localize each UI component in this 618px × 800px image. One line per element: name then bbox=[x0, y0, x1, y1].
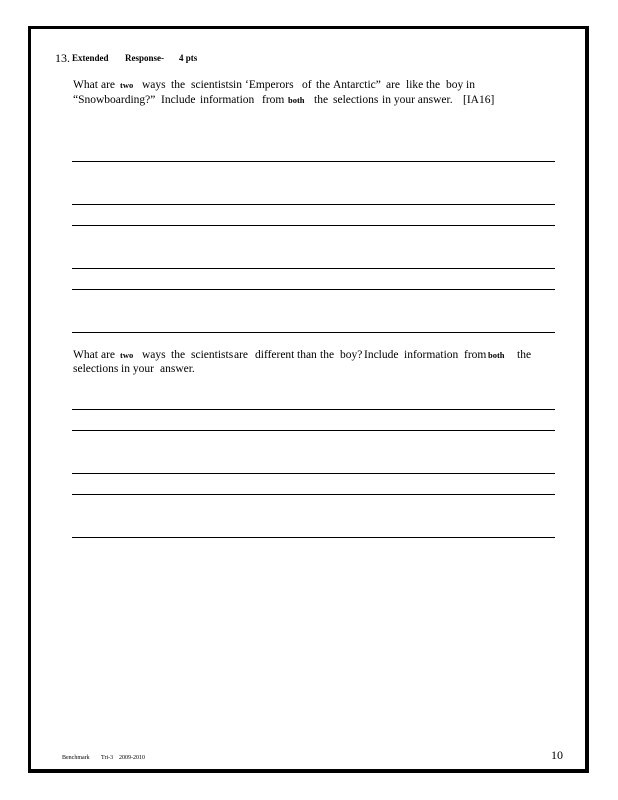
prompt-word: ways bbox=[142, 79, 166, 91]
prompt-word: Include bbox=[161, 94, 196, 106]
prompt-word: Antarctic” bbox=[333, 79, 381, 91]
prompt-word: are bbox=[386, 79, 401, 91]
prompt-word: information bbox=[404, 349, 459, 361]
footer-year: 2009-2010 bbox=[119, 755, 145, 761]
prompt-word: in your answer. bbox=[382, 94, 453, 106]
prompt-word: the bbox=[426, 79, 441, 91]
prompt-word: boy? bbox=[340, 349, 363, 361]
prompt-emphasis-two: two bbox=[120, 350, 134, 360]
prompt-word: from bbox=[262, 94, 285, 106]
prompt-word: scientists bbox=[191, 349, 234, 361]
prompt-word: the bbox=[314, 94, 329, 106]
answer-line[interactable] bbox=[72, 225, 555, 226]
answer-line[interactable] bbox=[72, 268, 555, 269]
footer-label: Benchmark bbox=[62, 755, 90, 761]
answer-line[interactable] bbox=[72, 409, 555, 410]
prompt-word: in bbox=[466, 79, 475, 91]
answer-line[interactable] bbox=[72, 332, 555, 333]
prompt-word: the bbox=[171, 79, 186, 91]
prompt-word: selections bbox=[333, 94, 379, 106]
prompt-word: from bbox=[464, 349, 487, 361]
prompt-word: scientists bbox=[191, 79, 234, 91]
prompt-word: are bbox=[234, 349, 249, 361]
prompt-emphasis-both: both bbox=[488, 350, 505, 360]
prompt-word: the bbox=[320, 349, 335, 361]
prompt-word: boy bbox=[446, 79, 464, 91]
prompt-word: What bbox=[73, 349, 98, 361]
footer-term: Tri-3 bbox=[101, 755, 114, 761]
prompt-word: than bbox=[297, 349, 317, 361]
page-number: 10 bbox=[551, 748, 563, 762]
prompt-emphasis-both: both bbox=[288, 95, 305, 105]
prompt-word: in bbox=[233, 79, 242, 91]
answer-line[interactable] bbox=[72, 494, 555, 495]
question-points: 4 pts bbox=[179, 53, 198, 63]
answer-line[interactable] bbox=[72, 204, 555, 205]
question-number: 13. bbox=[55, 51, 70, 65]
prompt-word: are bbox=[101, 79, 116, 91]
prompt-word: ways bbox=[142, 349, 166, 361]
answer-line[interactable] bbox=[72, 537, 555, 538]
prompt-word: selections bbox=[73, 363, 119, 375]
prompt-word: in your bbox=[121, 363, 154, 375]
question-type-extended: Extended bbox=[72, 53, 109, 63]
page-border bbox=[28, 26, 589, 773]
prompt-word: are bbox=[101, 349, 116, 361]
answer-line[interactable] bbox=[72, 161, 555, 162]
prompt-word: “Snowboarding?” bbox=[73, 94, 156, 106]
prompt-word: like bbox=[406, 79, 424, 91]
prompt-standard-code: [IA16] bbox=[463, 94, 495, 106]
prompt-word: of bbox=[302, 79, 312, 91]
prompt-word: answer. bbox=[160, 363, 195, 375]
prompt-word: different bbox=[255, 349, 295, 361]
prompt-word: the bbox=[517, 349, 532, 361]
prompt-word: ‘Emperors bbox=[245, 79, 294, 91]
prompt-word: What bbox=[73, 79, 98, 91]
question-type-response: Response- bbox=[125, 53, 165, 63]
prompt-word: information bbox=[200, 94, 255, 106]
prompt-word: the bbox=[316, 79, 331, 91]
answer-line[interactable] bbox=[72, 430, 555, 431]
prompt-word: the bbox=[171, 349, 186, 361]
answer-line[interactable] bbox=[72, 289, 555, 290]
prompt-word: Include bbox=[364, 349, 399, 361]
prompt-emphasis-two: two bbox=[120, 80, 134, 90]
answer-line[interactable] bbox=[72, 473, 555, 474]
